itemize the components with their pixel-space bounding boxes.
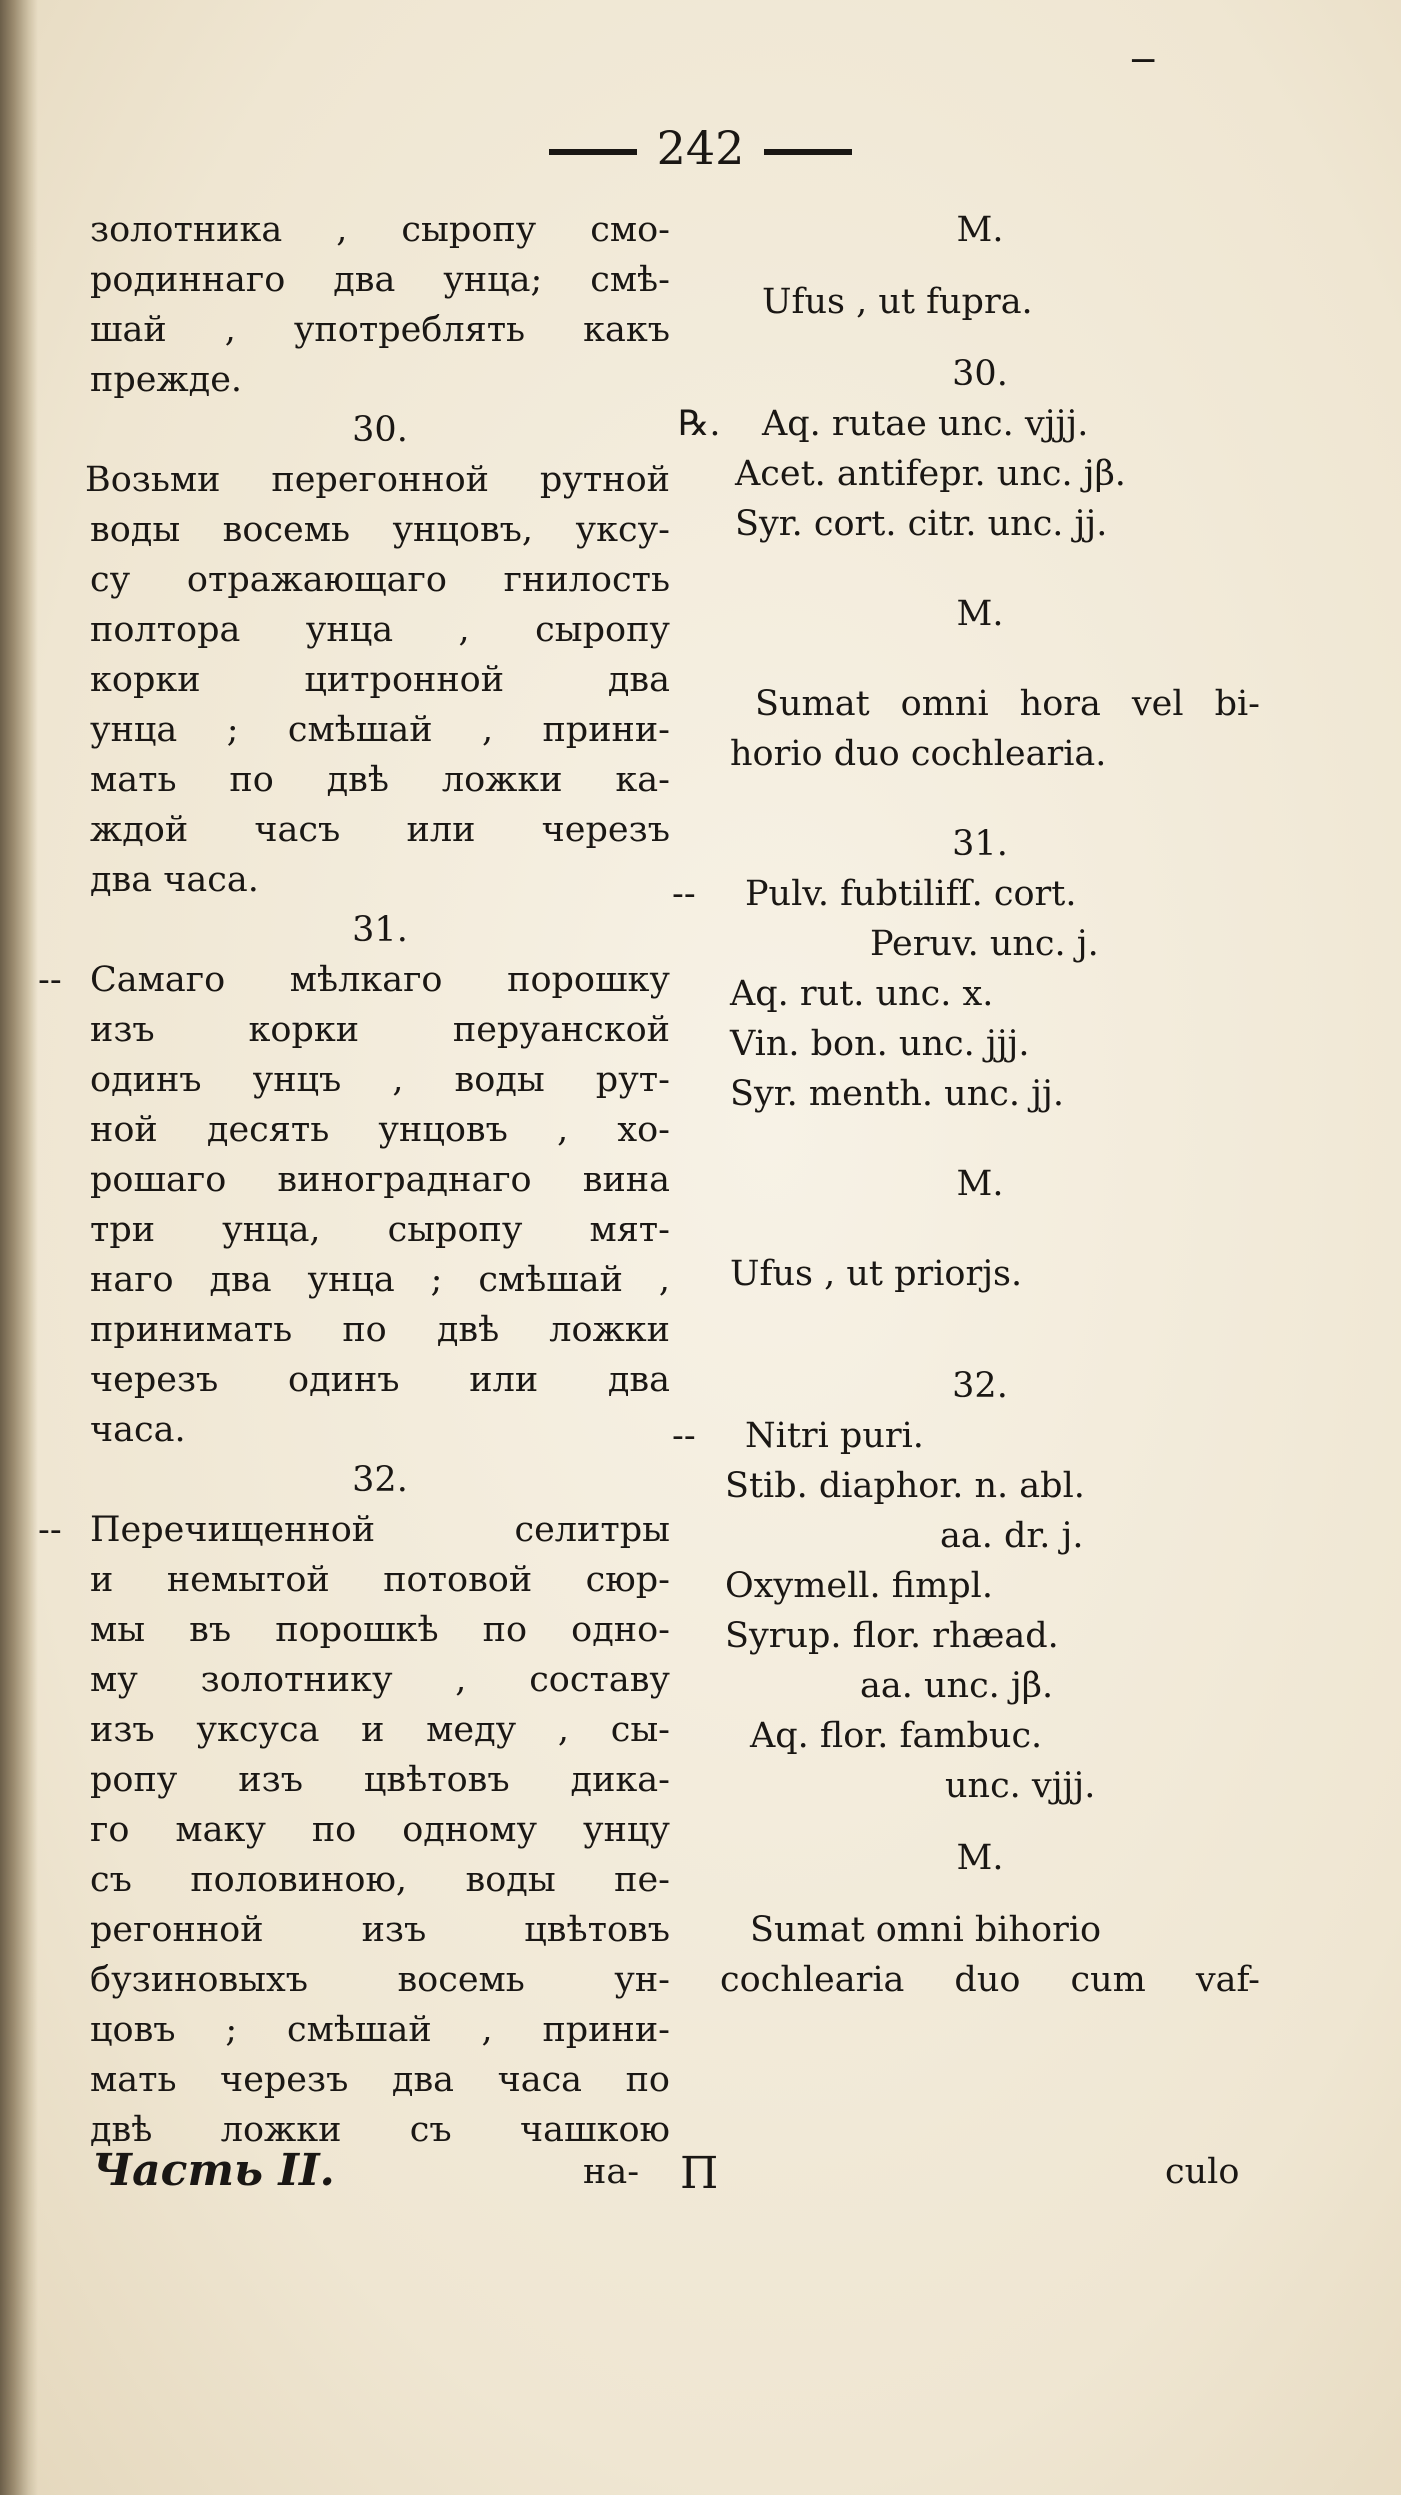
text-line: Sumat omni hora vel bi- — [755, 684, 1260, 724]
text-line: родиннаго два унца; смѣ- — [90, 260, 670, 300]
text-line: полтора унца , сыропу — [90, 610, 670, 650]
text-line: Sumat omni bihorio — [750, 1910, 1102, 1950]
text-line: Oxymell. fimpl. — [725, 1566, 994, 1606]
text-line: наго два унца ; смѣшай , — [90, 1260, 670, 1300]
catchword-right: culo — [1165, 2152, 1240, 2192]
mixture-mark: M. — [956, 210, 1004, 250]
text-line: бузиновыхъ восемь ун- — [90, 1960, 670, 2000]
text-line: мать по двѣ ложки ка- — [90, 760, 670, 800]
corner-mark: − — [1128, 40, 1159, 81]
text-line: aa. unc. jβ. — [860, 1666, 1054, 1706]
text-line: шай , употреблять какъ — [90, 310, 670, 350]
text-line: Peruv. unc. j. — [870, 924, 1099, 964]
text-line: Vin. bon. unc. jjj. — [730, 1024, 1030, 1064]
text-line: Syrup. flor. rhæad. — [725, 1616, 1059, 1656]
dash-mark: -- — [672, 1416, 696, 1456]
latin-column — [672, 205, 1260, 2005]
header-rule-left — [549, 149, 637, 155]
recipe-32-latin — [672, 1411, 1260, 2005]
recipe-number: 30. — [352, 410, 408, 450]
text-line: -- Перечищенной селитры — [90, 1505, 670, 1555]
dash-mark: -- — [38, 960, 62, 1000]
text-line: horio duo cochlearia. — [730, 734, 1107, 774]
recipe-number: 31. — [952, 824, 1008, 864]
text-line: двѣ ложки съ чашкою — [90, 2110, 670, 2150]
text-line: Aq. flor. fambuc. — [750, 1716, 1043, 1756]
usage-note: Ufus , ut priorjs. — [730, 1254, 1023, 1294]
text-line: су отражающаго гнилость — [90, 560, 670, 600]
text-line: Syr. menth. unc. jj. — [730, 1074, 1064, 1114]
text-line: изъ уксуса и меду , сы- — [90, 1710, 670, 1750]
text-line: cochlearia duo cum vaf- — [720, 1960, 1260, 2000]
text-line: aa. dr. j. — [940, 1516, 1084, 1556]
page-header — [0, 118, 1401, 178]
text-line: принимать по двѣ ложки — [90, 1310, 670, 1350]
text-line: корки цитронной два — [90, 660, 670, 700]
recipe-31-latin — [672, 869, 1260, 1299]
signature-mark: Часть II. — [92, 2145, 335, 2196]
text-line: регонной изъ цвѣтовъ — [90, 1910, 670, 1950]
text-line: унца ; смѣшай , прини- — [90, 710, 670, 750]
text-line: -- Pulv. fubtilifſ. cort. — [700, 869, 1260, 919]
text-line: ной десять унцовъ , хо- — [90, 1110, 670, 1150]
mixture-mark: M. — [956, 594, 1004, 634]
text-line: Syr. cort. citr. unc. jj. — [735, 504, 1108, 544]
text-line: съ половиною, воды пе- — [90, 1860, 670, 1900]
text-line: мы въ порошкѣ по одно- — [90, 1610, 670, 1650]
text-line: золотника , сыропу смо- — [90, 210, 670, 250]
text-line: черезъ одинъ или два — [90, 1360, 670, 1400]
recipe-30-russian — [85, 455, 670, 905]
mixture-mark: M. — [956, 1838, 1004, 1878]
text-line: мать черезъ два часа по — [90, 2060, 670, 2100]
text-line: Возьми перегонной рутной — [85, 460, 670, 500]
text-line: Stib. diaphor. n. abl. — [725, 1466, 1085, 1506]
text-line: -- Nitri puri. — [700, 1411, 1260, 1461]
text-line: воды восемь унцовъ, уксу- — [90, 510, 670, 550]
text-line: ждой часъ или черезъ — [90, 810, 670, 850]
text-line: одинъ унцъ , воды рут- — [90, 1060, 670, 1100]
text-line: Acet. antifepr. unc. jβ. — [735, 454, 1126, 494]
text-line: три унца, сыропу мят- — [90, 1210, 670, 1250]
text-line: часа. — [90, 1410, 186, 1450]
recipe-number: 32. — [952, 1366, 1008, 1406]
recipe-number: 32. — [352, 1460, 408, 1500]
gathering-mark: П — [680, 2148, 719, 2199]
recipe-symbol-icon: ℞. — [678, 404, 721, 444]
text-line: ропу изъ цвѣтовъ дика- — [90, 1760, 670, 1800]
russian-column — [38, 205, 670, 2155]
text-line: Aq. rut. unc. x. — [730, 974, 994, 1014]
text-line: цовъ ; смѣшай , прини- — [90, 2010, 670, 2050]
text-line: прежде. — [90, 360, 243, 400]
text-line: и немытой потовой сюр- — [90, 1560, 670, 1600]
text-line: изъ корки перуанской — [90, 1010, 670, 1050]
recipe-number: 31. — [352, 910, 408, 950]
dash-mark: -- — [38, 1510, 62, 1550]
text-line: рошаго винограднаго вина — [90, 1160, 670, 1200]
text-line: unc. vjjj. — [945, 1766, 1096, 1806]
recipe-number: 30. — [952, 354, 1008, 394]
text-line: два часа. — [90, 860, 259, 900]
usage-note: Ufus , ut fupra. — [762, 282, 1033, 322]
text-line: ℞. Aq. rutae unc. vjjj. — [700, 399, 1260, 449]
recipe-32-russian — [38, 1505, 670, 2155]
dash-mark: -- — [672, 874, 696, 914]
text-line: го маку по одному унцу — [90, 1810, 670, 1850]
text-line: му золотнику , составу — [90, 1660, 670, 1700]
mixture-mark: M. — [956, 1164, 1004, 1204]
catchword-left: на- — [583, 2152, 640, 2192]
header-rule-right — [764, 149, 852, 155]
recipe-31-russian — [38, 955, 670, 1455]
text-line: -- Самаго мѣлкаго порошку — [90, 955, 670, 1005]
page-binding-shadow — [0, 0, 38, 2495]
page-number: 242 — [656, 121, 745, 175]
recipe-30-latin — [678, 399, 1260, 779]
